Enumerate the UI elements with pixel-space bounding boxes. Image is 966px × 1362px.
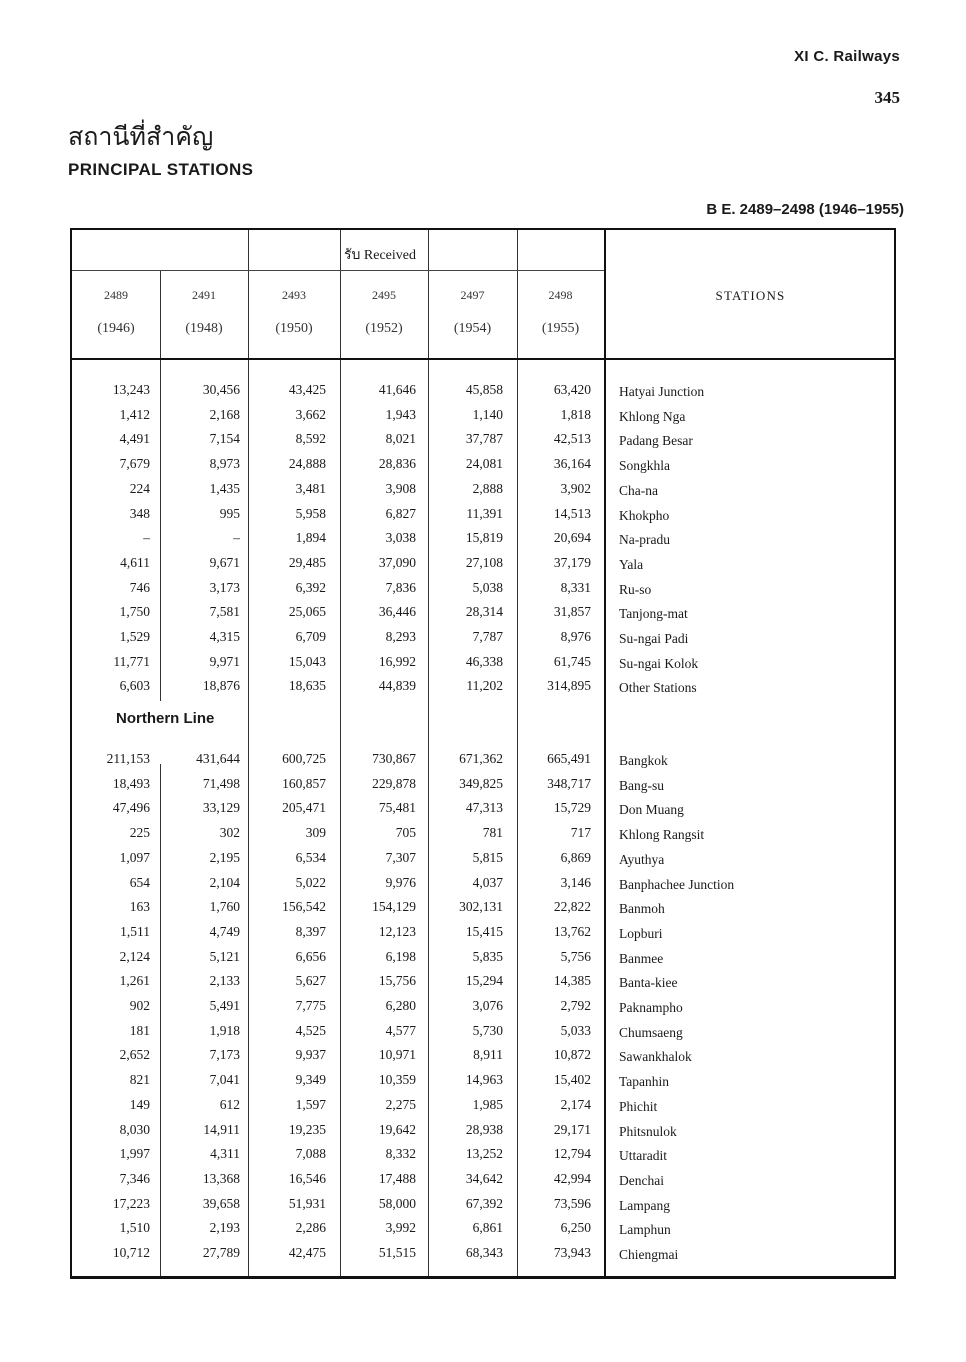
table-cell: 2,888 xyxy=(472,480,503,496)
table-cell: 42,513 xyxy=(553,431,591,447)
table-cell: 1,412 xyxy=(119,406,150,422)
table-cell: 17,488 xyxy=(378,1170,416,1186)
station-name: Yala xyxy=(619,556,644,572)
table-cell: 18,635 xyxy=(288,678,326,694)
table-cell: 24,081 xyxy=(465,456,503,472)
table-cell: 10,712 xyxy=(112,1245,150,1260)
table-row xyxy=(72,650,894,674)
table-cell: 1,511 xyxy=(120,923,150,939)
table-cell: 225 xyxy=(129,825,150,841)
table-row xyxy=(72,625,894,649)
table-cell: 3,908 xyxy=(385,480,416,496)
table-cell: 36,164 xyxy=(553,456,591,472)
table-cell: 33,129 xyxy=(202,800,240,816)
received-rule xyxy=(72,270,604,271)
table-cell: 8,293 xyxy=(385,629,416,644)
table-row xyxy=(72,1118,894,1142)
table-cell: 2,652 xyxy=(119,1047,150,1063)
table-cell: 13,368 xyxy=(202,1170,240,1186)
table-cell: 29,485 xyxy=(288,554,326,570)
station-name: Lampang xyxy=(619,1197,670,1213)
table-cell: 1,435 xyxy=(209,480,240,496)
table-cell: 5,033 xyxy=(560,1022,591,1038)
table-cell: 73,943 xyxy=(553,1245,591,1260)
station-name: Ayuthya xyxy=(619,851,665,867)
table-cell: 7,581 xyxy=(209,604,240,620)
table-cell: 16,546 xyxy=(288,1170,326,1186)
table-cell: 3,481 xyxy=(295,480,326,496)
table-cell: 2,168 xyxy=(209,406,240,422)
station-name: Chiengmai xyxy=(619,1247,679,1262)
table-cell: 6,250 xyxy=(560,1220,591,1236)
table-cell: 9,671 xyxy=(209,554,240,570)
table-cell: 1,985 xyxy=(472,1096,503,1112)
table-cell: 211,153 xyxy=(106,751,150,766)
table-row xyxy=(72,477,894,501)
table-cell: 6,861 xyxy=(472,1220,503,1236)
station-name: Padang Besar xyxy=(619,433,693,449)
table-cell: 8,331 xyxy=(560,579,591,595)
table-row xyxy=(72,502,894,526)
table-cell: 44,839 xyxy=(378,678,416,694)
table-cell: 7,836 xyxy=(385,579,416,595)
station-name: Cha-na xyxy=(619,482,658,498)
table-cell: 15,819 xyxy=(465,530,503,546)
station-name: Banmee xyxy=(619,950,664,966)
station-name: Paknampho xyxy=(619,1000,683,1015)
table-cell: 348,717 xyxy=(547,775,591,791)
table-cell: 58,000 xyxy=(378,1195,416,1211)
received-header: รับ Received xyxy=(344,248,416,263)
station-name: Ru-so xyxy=(619,581,652,597)
table-cell: 39,658 xyxy=(202,1195,240,1211)
table-cell: 19,642 xyxy=(378,1121,416,1137)
table-cell: 14,513 xyxy=(553,505,591,521)
table-cell: 11,202 xyxy=(466,678,503,694)
table-cell: 10,872 xyxy=(553,1047,591,1063)
table-cell: 746 xyxy=(129,579,150,595)
station-name: Hatyai Junction xyxy=(619,384,705,399)
station-name: Tapanhin xyxy=(619,1074,670,1090)
table-cell: 4,037 xyxy=(472,874,503,890)
table-cell: 7,775 xyxy=(295,998,326,1013)
table-cell: 7,154 xyxy=(209,431,240,447)
table-row xyxy=(72,796,894,820)
station-name: Chumsaeng xyxy=(619,1024,683,1040)
station-name: Su-ngai Kolok xyxy=(619,655,699,671)
table-row xyxy=(72,1093,894,1117)
table-cell: 8,397 xyxy=(295,923,326,939)
table-cell: 600,725 xyxy=(282,751,326,766)
table-row xyxy=(72,945,894,969)
table-cell: 41,646 xyxy=(378,382,416,397)
table-cell: 36,446 xyxy=(378,604,416,620)
table-cell: 30,456 xyxy=(202,382,240,397)
table-cell: 10,359 xyxy=(378,1072,416,1088)
table-cell: 7,088 xyxy=(295,1146,326,1162)
table-cell: 15,415 xyxy=(465,923,503,939)
table-cell: 14,963 xyxy=(465,1072,503,1088)
station-name: Banta-kiee xyxy=(619,975,678,991)
table-cell: 2,193 xyxy=(209,1220,240,1236)
table-cell: 302 xyxy=(219,825,240,841)
table-cell: 27,108 xyxy=(465,554,503,570)
table-cell: 781 xyxy=(482,825,503,841)
table-cell: 156,542 xyxy=(282,899,326,915)
year-be-header: 2493 xyxy=(282,288,306,302)
table-row xyxy=(72,846,894,870)
table-row xyxy=(72,1142,894,1166)
table-cell: 2,286 xyxy=(295,1220,326,1236)
station-name: Other Stations xyxy=(619,680,697,696)
table-cell: 12,123 xyxy=(378,923,416,939)
table-cell: 348 xyxy=(129,505,150,521)
table-row xyxy=(72,378,894,402)
table-cell: 28,314 xyxy=(465,604,503,620)
station-name: Denchai xyxy=(619,1172,664,1188)
table-cell: 671,362 xyxy=(459,751,503,766)
table-cell: 11,771 xyxy=(113,653,150,669)
table-cell: 11,391 xyxy=(466,505,503,521)
table-cell: 4,577 xyxy=(385,1022,416,1038)
table-cell: 67,392 xyxy=(465,1195,503,1211)
year-be-header: 2495 xyxy=(372,288,396,302)
table-cell: 18,493 xyxy=(112,775,150,791)
station-name: Don Muang xyxy=(619,802,684,818)
year-be-header: 2498 xyxy=(548,288,573,302)
table-cell: 7,173 xyxy=(209,1047,240,1063)
table-row xyxy=(72,526,894,550)
table-cell: 47,496 xyxy=(112,800,150,816)
table-cell: 61,745 xyxy=(553,653,591,669)
table-cell: 34,642 xyxy=(465,1170,503,1186)
table-cell: – xyxy=(233,530,240,546)
table-cell: 431,644 xyxy=(196,751,240,766)
table-cell: 1,760 xyxy=(209,899,240,915)
table-cell: 42,994 xyxy=(553,1170,591,1186)
table-cell: 37,787 xyxy=(465,431,503,447)
table-cell: 4,311 xyxy=(210,1146,240,1162)
table-cell: 730,867 xyxy=(372,751,416,766)
table-cell: 5,627 xyxy=(295,973,326,989)
table-row xyxy=(72,1043,894,1067)
table-cell: 181 xyxy=(129,1022,150,1038)
table-row xyxy=(72,1241,894,1265)
table-cell: 13,243 xyxy=(112,382,150,397)
table-cell: 5,835 xyxy=(472,948,503,964)
table-cell: 5,022 xyxy=(295,874,326,890)
year-be-header: 2497 xyxy=(460,288,485,302)
year-ad-header: (1946) xyxy=(97,321,135,336)
table-cell: 6,198 xyxy=(385,948,416,964)
table-row xyxy=(72,1019,894,1043)
table-cell: 717 xyxy=(570,825,591,841)
table-row xyxy=(72,871,894,895)
station-name: Phitsnulok xyxy=(619,1123,677,1139)
table-cell: 1,818 xyxy=(560,406,591,422)
table-cell: 314,895 xyxy=(547,678,591,694)
table-cell: 24,888 xyxy=(288,456,326,472)
table-row xyxy=(72,747,894,771)
table-cell: 42,475 xyxy=(288,1245,326,1260)
table-cell: 28,836 xyxy=(378,456,416,472)
station-name: Lopburi xyxy=(619,925,663,941)
stations-header: STATIONS xyxy=(715,288,786,303)
table-row xyxy=(72,772,894,796)
station-name: Sawankhalok xyxy=(619,1049,692,1065)
table-cell: 8,332 xyxy=(385,1146,416,1162)
table-cell: 229,878 xyxy=(372,775,416,791)
table-cell: 7,787 xyxy=(472,629,503,644)
station-name: Phichit xyxy=(619,1098,658,1114)
table-cell: 29,171 xyxy=(553,1121,591,1137)
section-tag: XI C. Railways xyxy=(794,48,900,65)
table-cell: 1,750 xyxy=(119,604,150,620)
table-cell: 612 xyxy=(219,1096,240,1112)
table-cell: 51,515 xyxy=(378,1245,416,1260)
table-cell: 19,235 xyxy=(288,1121,326,1137)
table-cell: 6,656 xyxy=(295,948,326,964)
table-cell: 3,038 xyxy=(385,530,416,546)
table-cell: 654 xyxy=(129,874,150,890)
table-cell: 6,280 xyxy=(385,998,416,1013)
station-name: Songkhla xyxy=(619,458,671,474)
station-name: Banphachee Junction xyxy=(619,876,735,892)
table-row xyxy=(72,1216,894,1240)
table-cell: 47,313 xyxy=(465,800,503,816)
table-cell: 37,179 xyxy=(553,554,591,570)
table-cell: 3,146 xyxy=(560,874,591,890)
page-number: 345 xyxy=(874,88,900,107)
table-cell: 8,911 xyxy=(473,1047,503,1063)
table-cell: – xyxy=(143,530,150,546)
table-row xyxy=(72,600,894,624)
table-row xyxy=(72,895,894,919)
table-row xyxy=(72,427,894,451)
table-cell: 154,129 xyxy=(372,899,416,915)
header-rule xyxy=(72,358,894,360)
station-name: Bang-su xyxy=(619,777,664,793)
table-cell: 9,971 xyxy=(209,653,240,669)
table-cell: 1,140 xyxy=(472,406,503,422)
table-cell: 7,679 xyxy=(119,456,150,472)
table-cell: 3,173 xyxy=(209,579,240,595)
table-cell: 13,762 xyxy=(553,923,591,939)
table-cell: 160,857 xyxy=(282,775,326,791)
table-cell: 27,789 xyxy=(202,1245,240,1260)
table-cell: 5,730 xyxy=(472,1022,503,1038)
table-cell: 15,294 xyxy=(465,973,503,989)
table-row xyxy=(72,452,894,476)
table-row xyxy=(72,1192,894,1216)
table-cell: 2,104 xyxy=(209,874,240,890)
table-cell: 5,038 xyxy=(472,579,503,595)
table-cell: 1,943 xyxy=(385,406,416,422)
table-cell: 8,021 xyxy=(385,431,416,447)
table-cell: 205,471 xyxy=(282,800,326,816)
station-name: Khlong Nga xyxy=(619,408,686,424)
table-cell: 5,958 xyxy=(295,505,326,521)
table-cell: 995 xyxy=(219,505,240,521)
table-cell: 3,662 xyxy=(295,406,326,422)
table-cell: 7,346 xyxy=(119,1170,150,1186)
table-cell: 28,938 xyxy=(465,1121,503,1137)
table-cell: 15,756 xyxy=(378,973,416,989)
station-name: Khokpho xyxy=(619,507,670,523)
table-cell: 6,392 xyxy=(295,579,326,595)
table-cell: 1,597 xyxy=(295,1096,326,1112)
table-cell: 5,815 xyxy=(472,849,503,865)
table-cell: 68,343 xyxy=(465,1245,503,1260)
year-be-header: 2489 xyxy=(104,288,128,302)
station-name: Bangkok xyxy=(619,753,668,768)
table-cell: 5,491 xyxy=(209,998,240,1013)
station-name: Su-ngai Padi xyxy=(619,631,689,646)
table-cell: 25,065 xyxy=(288,604,326,620)
table-row xyxy=(72,821,894,845)
year-ad-header: (1955) xyxy=(541,321,580,336)
table-cell: 10,971 xyxy=(378,1047,416,1063)
table-cell: 1,510 xyxy=(119,1220,150,1236)
table-cell: 3,902 xyxy=(560,480,591,496)
table-cell: 4,749 xyxy=(209,923,240,939)
table-cell: 2,275 xyxy=(385,1096,416,1112)
table-cell: 7,307 xyxy=(385,849,416,865)
table-cell: 17,223 xyxy=(112,1195,150,1211)
table-cell: 16,992 xyxy=(378,653,416,669)
table-cell: 4,315 xyxy=(209,629,240,644)
table-cell: 4,491 xyxy=(119,431,150,447)
station-name: Banmoh xyxy=(619,901,665,917)
table-cell: 1,529 xyxy=(119,629,150,644)
table-cell: 12,794 xyxy=(553,1146,591,1162)
table-cell: 1,261 xyxy=(119,973,150,989)
table-row xyxy=(72,1167,894,1191)
station-name: Tanjong-mat xyxy=(619,606,688,622)
station-name: Na-pradu xyxy=(619,532,670,548)
table-cell: 224 xyxy=(129,480,150,496)
table-cell: 2,195 xyxy=(209,849,240,865)
table-cell: 14,911 xyxy=(203,1121,240,1137)
table-row xyxy=(72,920,894,944)
table-cell: 46,338 xyxy=(465,653,503,669)
period-label: B E. 2489–2498 (1946–1955) xyxy=(706,201,904,218)
stations-table xyxy=(70,228,896,1279)
station-name: Lamphun xyxy=(619,1222,671,1238)
table-cell: 14,385 xyxy=(553,973,591,989)
table-cell: 9,349 xyxy=(295,1072,326,1088)
table-cell: 6,603 xyxy=(119,678,150,694)
table-cell: 2,124 xyxy=(119,948,150,964)
table-cell: 43,425 xyxy=(288,382,326,397)
table-cell: 15,402 xyxy=(553,1072,591,1088)
year-ad-header: (1952) xyxy=(365,321,403,336)
table-cell: 15,043 xyxy=(288,653,326,669)
table-cell: 302,131 xyxy=(459,899,503,915)
thai-title: สถานีที่สำคัญ xyxy=(68,123,214,151)
table-cell: 5,756 xyxy=(560,948,591,964)
table-cell: 665,491 xyxy=(547,751,591,766)
table-cell: 8,030 xyxy=(119,1121,150,1137)
table-cell: 4,525 xyxy=(295,1022,326,1038)
table-cell: 4,611 xyxy=(120,554,150,570)
table-cell: 149 xyxy=(129,1096,150,1112)
table-cell: 37,090 xyxy=(378,554,416,570)
table-cell: 8,976 xyxy=(560,629,591,644)
table-cell: 2,792 xyxy=(560,998,591,1013)
table-cell: 3,992 xyxy=(385,1220,416,1236)
table-cell: 2,174 xyxy=(560,1096,591,1112)
table-cell: 1,097 xyxy=(119,849,150,865)
table-cell: 6,709 xyxy=(295,629,326,644)
table-cell: 705 xyxy=(395,825,416,841)
table-cell: 75,481 xyxy=(378,800,416,816)
table-row xyxy=(72,994,894,1018)
table-cell: 349,825 xyxy=(459,775,503,791)
table-cell: 7,041 xyxy=(209,1072,240,1088)
table-cell: 51,931 xyxy=(288,1195,326,1211)
table-cell: 9,976 xyxy=(385,874,416,890)
table-cell: 163 xyxy=(129,899,150,915)
table-cell: 20,694 xyxy=(553,530,591,546)
table-cell: 18,876 xyxy=(202,678,240,694)
table-cell: 9,937 xyxy=(295,1047,326,1063)
table-cell: 6,827 xyxy=(385,505,416,521)
table-cell: 6,869 xyxy=(560,849,591,865)
table-cell: 73,596 xyxy=(553,1195,591,1211)
year-ad-header: (1948) xyxy=(185,321,223,336)
table-cell: 8,592 xyxy=(295,431,326,447)
table-row xyxy=(72,1068,894,1092)
table-cell: 3,076 xyxy=(472,998,503,1013)
table-cell: 5,121 xyxy=(209,948,240,964)
table-row xyxy=(72,674,894,698)
table-cell: 13,252 xyxy=(465,1146,503,1162)
table-cell: 309 xyxy=(305,825,326,841)
table-row xyxy=(72,969,894,993)
year-ad-header: (1950) xyxy=(275,321,313,336)
table-cell: 63,420 xyxy=(553,382,591,397)
table-cell: 1,918 xyxy=(209,1022,240,1038)
table-cell: 2,133 xyxy=(209,973,240,989)
table-cell: 8,973 xyxy=(209,456,240,472)
northern-line-heading: Northern Line xyxy=(116,710,215,727)
table-cell: 1,997 xyxy=(119,1146,150,1162)
table-cell: 22,822 xyxy=(553,899,591,915)
table-row xyxy=(72,403,894,427)
station-name: Khlong Rangsit xyxy=(619,827,705,843)
table-cell: 902 xyxy=(129,998,150,1013)
table-cell: 6,534 xyxy=(295,849,326,865)
table-cell: 15,729 xyxy=(553,800,591,816)
table-cell: 1,894 xyxy=(295,530,326,546)
table-row xyxy=(72,576,894,600)
table-cell: 71,498 xyxy=(202,775,240,791)
year-ad-header: (1954) xyxy=(453,321,492,336)
year-be-header: 2491 xyxy=(192,288,216,302)
table-cell: 45,858 xyxy=(465,382,503,397)
page-title: PRINCIPAL STATIONS xyxy=(68,160,254,179)
table-cell: 31,857 xyxy=(553,604,591,620)
table-cell: 821 xyxy=(129,1072,150,1088)
station-name: Uttaradit xyxy=(619,1148,667,1164)
table-row xyxy=(72,551,894,575)
